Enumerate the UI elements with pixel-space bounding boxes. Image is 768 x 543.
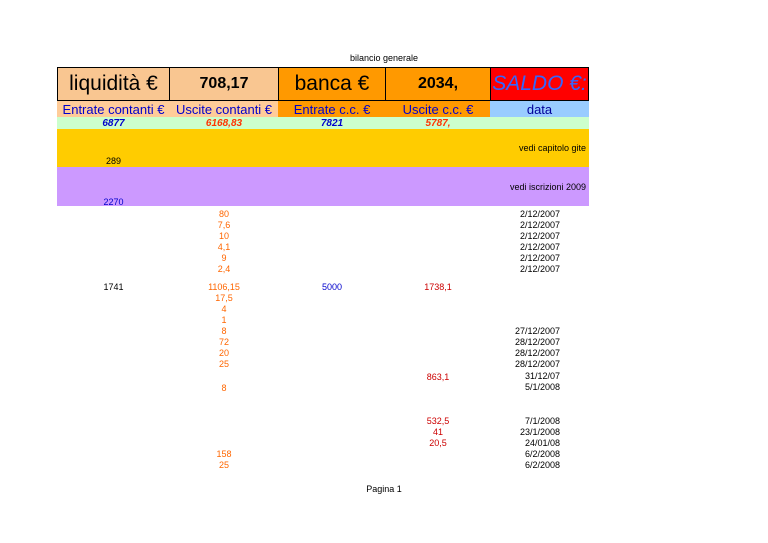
data-cell: 31/12/07 <box>524 371 560 381</box>
uscite-contanti-cell: 80 <box>218 209 229 219</box>
gite-entrate-value: 289 <box>105 156 122 166</box>
uscite-contanti-cell: 7,6 <box>217 220 231 230</box>
data-cell: 5/1/2008 <box>524 382 560 392</box>
uscite-contanti-cell: 4 <box>221 304 227 314</box>
iscrizioni-entrate-value: 2270 <box>103 197 124 207</box>
uscite-contanti-cell: 8 <box>221 326 227 336</box>
uscite-contanti-cell: 25 <box>218 359 229 369</box>
data-cell: 28/12/2007 <box>514 359 560 369</box>
note-iscrizioni: vedi iscrizioni 2009 <box>509 182 586 192</box>
banca-value: 2034, <box>386 67 490 101</box>
data-cell: 2/12/2007 <box>519 209 560 219</box>
data-cell: 2/12/2007 <box>519 242 560 252</box>
uscite-cc-cell: 1738,1 <box>424 282 452 292</box>
total-entrate-contanti: 6877 <box>102 117 125 129</box>
entrate-contanti-cell: 1741 <box>103 282 124 292</box>
page-footer: Pagina 1 <box>366 484 402 494</box>
data-cell: 24/01/08 <box>524 438 560 448</box>
data-cell: 6/2/2008 <box>524 460 560 470</box>
liquidita-label: liquidità € <box>57 67 170 101</box>
uscite-contanti-cell: 8 <box>221 383 227 393</box>
uscite-contanti-cell: 25 <box>218 460 229 470</box>
col-header-entrate-cc: Entrate c.c. € <box>278 101 386 117</box>
page-title: bilancio generale <box>349 53 419 63</box>
banca-label: banca € <box>278 67 386 101</box>
uscite-contanti-cell: 9 <box>221 253 227 263</box>
data-cell: 2/12/2007 <box>519 253 560 263</box>
uscite-contanti-cell: 20 <box>218 348 229 358</box>
col-header-entrate-contanti: Entrate contanti € <box>57 101 170 117</box>
entrate-cc-cell: 5000 <box>321 282 343 292</box>
data-cell: 28/12/2007 <box>514 337 560 347</box>
data-cell: 28/12/2007 <box>514 348 560 358</box>
uscite-cc-cell: 863,1 <box>426 372 450 382</box>
data-cell: 2/12/2007 <box>519 264 560 274</box>
total-entrate-cc: 7821 <box>320 117 344 129</box>
uscite-contanti-cell: 1 <box>221 315 227 325</box>
col-header-uscite-contanti: Uscite contanti € <box>170 101 278 117</box>
uscite-cc-cell: 41 <box>432 427 443 437</box>
uscite-contanti-cell: 17,5 <box>215 293 233 303</box>
data-cell: 27/12/2007 <box>514 326 560 336</box>
data-cell: 23/1/2008 <box>519 427 560 437</box>
total-uscite-contanti: 6168,83 <box>205 117 243 129</box>
uscite-contanti-cell: 158 <box>216 449 232 459</box>
col-header-data: data <box>490 101 589 117</box>
col-header-uscite-cc: Uscite c.c. € <box>386 101 490 117</box>
note-gite: vedi capitolo gite <box>518 143 586 153</box>
uscite-contanti-cell: 72 <box>218 337 229 347</box>
saldo-label: SALDO €: <box>490 67 589 101</box>
data-cell: 7/1/2008 <box>524 416 560 426</box>
uscite-cc-cell: 532,5 <box>426 416 450 426</box>
uscite-contanti-cell: 1106,15 <box>208 282 240 292</box>
uscite-cc-cell: 20,5 <box>429 438 447 448</box>
liquidita-value: 708,17 <box>170 67 278 101</box>
data-cell: 2/12/2007 <box>519 220 560 230</box>
data-cell: 2/12/2007 <box>519 231 560 241</box>
uscite-contanti-cell: 10 <box>218 231 229 241</box>
data-cell: 6/2/2008 <box>524 449 560 459</box>
total-uscite-cc: 5787, <box>425 117 451 129</box>
uscite-contanti-cell: 2,4 <box>217 264 231 274</box>
uscite-contanti-cell: 4,1 <box>217 242 231 252</box>
